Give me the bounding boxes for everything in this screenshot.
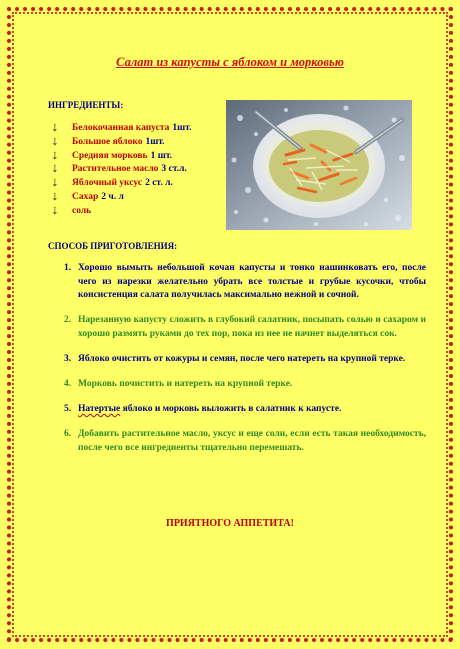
step-text: Яблоко очистить от кожуры и семян, после чего натереть на крупной терке. xyxy=(78,353,406,364)
ingredient-item xyxy=(48,191,192,205)
ingredient-item xyxy=(48,150,192,164)
step-item xyxy=(48,314,426,341)
step-text: яблоко и морковь выложить в салатник к капусте. xyxy=(120,404,342,415)
step-number: 4. xyxy=(64,379,72,390)
ingredient-item xyxy=(48,205,192,219)
step-number: 2. xyxy=(64,315,72,326)
ingredient-name: Белокочанная капуста xyxy=(72,123,170,133)
step-text-misspelled: Натертые xyxy=(78,404,121,415)
ingredients-list xyxy=(48,122,192,219)
step-item xyxy=(48,353,426,367)
recipe-title: Салат из капусты с яблоком и морковью xyxy=(116,55,344,69)
ingredient-qty: 1шт. xyxy=(145,136,165,147)
arrow-down-bullet-icon: ⇣ xyxy=(50,136,60,148)
step-item xyxy=(48,403,426,417)
arrow-down-bullet-icon: ⇣ xyxy=(50,205,60,217)
method-heading: СПОСОБ ПРИГОТОВЛЕНИЯ: xyxy=(48,241,178,251)
ingredient-qty: 1шт. xyxy=(172,123,192,133)
arrow-down-bullet-icon: ⇣ xyxy=(50,164,60,176)
step-text: Хорошо вымыть небольшой кочан капусты и тонко нашинковать его, после чего из нарезки желательно убрать все толстые и грубые кусочки, чтобы консистенция салата получилась максимально нежной и сочной. xyxy=(78,263,426,301)
salad-bowl-image xyxy=(226,100,412,230)
ingredients-heading: ИНГРЕДИЕНТЫ: xyxy=(48,100,124,110)
ingredient-name: соль xyxy=(72,205,92,216)
ingredient-name: Растительное масло xyxy=(72,164,159,175)
arrow-down-bullet-icon: ⇣ xyxy=(50,191,60,203)
step-number: 1. xyxy=(64,263,72,273)
ingredient-name: Средняя морковь xyxy=(72,150,148,161)
step-text: Морковь почистить и натереть на крупной терке. xyxy=(78,379,293,390)
ingredient-item xyxy=(48,177,192,191)
closing-text: ПРИЯТНОГО АППЕТИТА! xyxy=(166,518,294,529)
ingredient-item xyxy=(48,163,192,177)
ingredient-name: Сахар xyxy=(72,191,99,202)
ingredient-qty: 1 шт. xyxy=(150,150,173,161)
arrow-down-bullet-icon: ⇣ xyxy=(50,178,60,190)
step-text: Добавить растительное масло, уксус и еще соли, если есть такая необходимость, после чего все ингредиенты тщательно перемешать. xyxy=(78,429,426,453)
step-number: 3. xyxy=(64,353,72,364)
arrow-down-bullet-icon: ⇣ xyxy=(50,150,60,162)
ingredient-qty: 3 ст.л. xyxy=(161,164,187,175)
step-item xyxy=(48,428,426,455)
arrow-down-bullet-icon: ⇣ xyxy=(50,123,60,134)
step-item xyxy=(48,378,426,392)
ingredient-name: Яблочный уксус xyxy=(72,178,143,189)
method-steps xyxy=(48,262,426,467)
step-item xyxy=(48,262,426,303)
ingredient-item xyxy=(48,136,192,150)
salad-photo xyxy=(226,100,412,230)
ingredient-item xyxy=(48,122,192,136)
step-number: 6. xyxy=(64,429,72,440)
step-text: Нарезанную капусту сложить в глубокий салатник, посыпать солью и сахаром и хорошо размять руками до тех пор, пока из нее не начнет выделяться сок. xyxy=(78,315,426,339)
ingredient-qty: 2 ч. л xyxy=(101,191,124,202)
ingredient-qty: 2 ст. л. xyxy=(145,178,173,189)
step-number: 5. xyxy=(64,404,72,415)
ingredient-name: Большое яблоко xyxy=(72,136,143,147)
